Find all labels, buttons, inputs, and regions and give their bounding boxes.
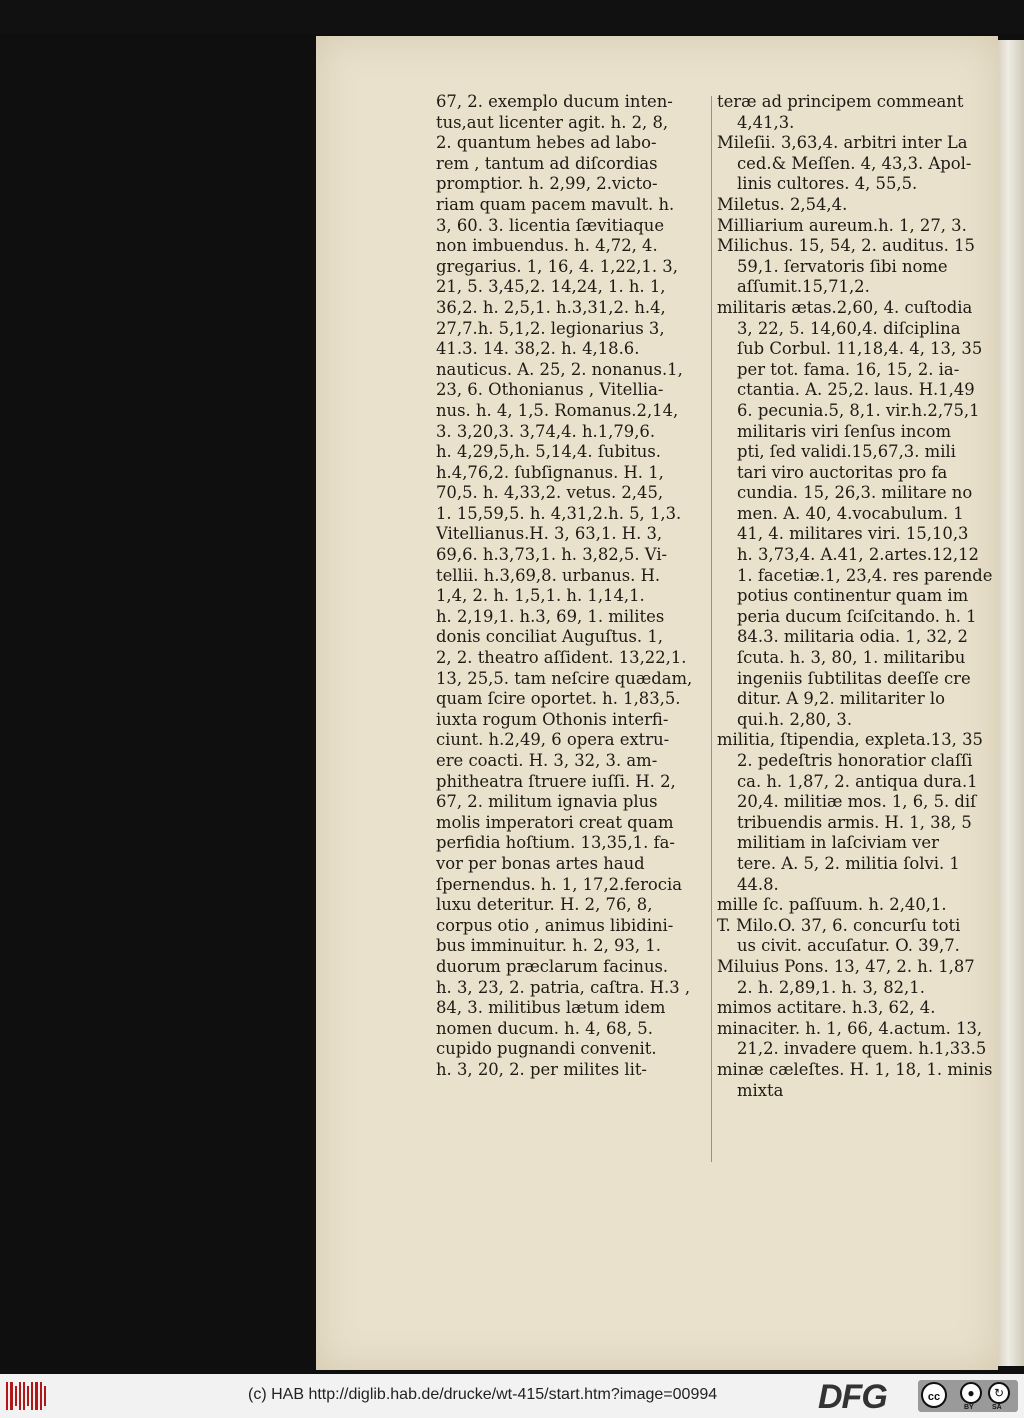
text-line: quam ſcire oportet. h. 1,83,5. — [436, 689, 681, 709]
text-line: Miluius Pons. 13, 47, 2. h. 1,87 — [717, 956, 975, 976]
text-line: militiam in laſciviam ver — [737, 833, 939, 853]
text-line: militaris ætas.2,60, 4. cuſtodia — [717, 297, 973, 317]
text-line: ſpernendus. h. 1, 17,2.ferocia — [436, 874, 682, 894]
text-line: 4,41,3. — [737, 112, 795, 132]
hab-barcode-logo — [6, 1382, 46, 1410]
text-line: 1. facetiæ.1, 23,4. res parende — [737, 565, 993, 585]
text-line: ingeniis ſubtilitas deeſſe cre — [737, 668, 971, 688]
text-line: 36,2. h. 2,5,1. h.3,31,2. h.4, — [436, 297, 666, 317]
text-line: 23, 6. Othonianus , Vitellia- — [436, 380, 664, 400]
text-line: 6. pecunia.5, 8,1. vir.h.2,75,1 — [737, 400, 980, 420]
text-line: perfidia hoſtium. 13,35,1. fa- — [436, 833, 675, 853]
text-line: tere. A. 5, 2. militia ſolvi. 1 — [737, 853, 960, 873]
text-line: ditur. A 9,2. militariter lo — [737, 689, 946, 709]
text-line: h. 2,19,1. h.3, 69, 1. milites — [436, 606, 665, 626]
text-line: non imbuendus. h. 4,72, 4. — [436, 236, 658, 256]
text-line: 21, 5. 3,45,2. 14,24, 1. h. 1, — [436, 277, 666, 297]
text-line: nomen ducum. h. 4, 68, 5. — [436, 1018, 653, 1038]
text-line: teræ ad principem commeant — [717, 92, 964, 111]
text-line: qui.h. 2,80, 3. — [737, 709, 853, 729]
left-column — [436, 92, 706, 1081]
text-line: Miletus. 2,54,4. — [717, 194, 848, 214]
text-line: ca. h. 1,87, 2. antiqua dura.1 — [737, 771, 978, 791]
text-line: 84.3. militaria odia. 1, 32, 2 — [737, 627, 968, 647]
text-line: phitheatra ſtruere iuſſi. H. 2, — [436, 771, 676, 791]
cc-icon: cc — [921, 1382, 947, 1408]
text-line: ciunt. h.2,49, 6 opera extru- — [436, 730, 670, 750]
text-line: Mileſii. 3,63,4. arbitri inter La — [717, 133, 968, 153]
sa-label: SA — [992, 1404, 1002, 1411]
text-line: linis cultores. 4, 55,5. — [737, 174, 918, 194]
text-line: aſſumit.15,71,2. — [737, 277, 870, 297]
text-line: molis imperatori creat quam — [436, 812, 674, 832]
text-line: 3, 60. 3. licentia ſævitiaque — [436, 215, 665, 235]
text-line: tari viro auctoritas pro fa — [737, 462, 948, 482]
text-line: militaris viri ſenſus incom — [737, 421, 952, 441]
text-line: ctantia. A. 25,2. laus. H.1,49 — [737, 380, 975, 400]
right-column — [717, 92, 1005, 1101]
text-line: minaciter. h. 1, 66, 4.actum. 13, — [717, 1018, 983, 1038]
column-divider — [711, 96, 712, 1162]
text-line: h. 4,29,5,h. 5,14,4. ſubitus. — [436, 442, 661, 462]
text-line: rem , tantum ad diſcordias — [436, 153, 658, 173]
text-line: mimos actitare. h.3, 62, 4. — [717, 998, 936, 1018]
text-line: 67, 2. exemplo ducum inten- — [436, 92, 673, 111]
text-line: militia, ſtipendia, expleta.13, 35 — [717, 730, 983, 750]
text-line: 2. h. 2,89,1. h. 3, 82,1. — [737, 977, 925, 997]
text-line: 70,5. h. 4,33,2. vetus. 2,45, — [436, 483, 664, 503]
by-label: BY — [964, 1404, 974, 1411]
text-line: 59,1. ſervatoris ſibi nome — [737, 256, 948, 276]
text-line: cundia. 15, 26,3. militare no — [737, 483, 973, 503]
text-line: mixta — [737, 1080, 784, 1100]
share-alike-icon: ↻ — [988, 1382, 1010, 1404]
text-line: 67, 2. militum ignavia plus — [436, 792, 658, 812]
text-line: 3, 22, 5. 14,60,4. diſciplina — [737, 318, 961, 338]
text-line: riam quam pacem mavult. h. — [436, 194, 675, 214]
copyright-link[interactable]: (c) HAB http://diglib.hab.de/drucke/wt-415/start.htm?image=00994 — [248, 1386, 718, 1403]
text-line: T. Milo.O. 37, 6. concurſu toti — [717, 915, 961, 935]
text-line: 41, 4. militares viri. 15,10,3 — [737, 524, 969, 544]
text-line: nauticus. A. 25, 2. nonanus.1, — [436, 359, 683, 379]
text-line: Milichus. 15, 54, 2. auditus. 15 — [717, 236, 975, 256]
text-line: 27,7.h. 5,1,2. legionarius 3, — [436, 318, 665, 338]
text-line: tribuendis armis. H. 1, 38, 5 — [737, 812, 972, 832]
text-line: h. 3, 20, 2. per milites lit- — [436, 1059, 647, 1079]
text-line: vor per bonas artes haud — [436, 853, 645, 873]
attribution-icon: ● — [960, 1382, 982, 1404]
text-line: 1. 15,59,5. h. 4,31,2.h. 5, 1,3. — [436, 503, 682, 523]
text-line: 3. 3,20,3. 3,74,4. h.1,79,6. — [436, 421, 656, 441]
text-line: bus imminuitur. h. 2, 93, 1. — [436, 936, 661, 956]
text-line: 21,2. invadere quem. h.1,33.5 — [737, 1039, 987, 1059]
text-line: duorum præclarum facinus. — [436, 956, 669, 976]
text-line: 69,6. h.3,73,1. h. 3,82,5. Vi- — [436, 545, 668, 565]
text-line: Milliarium aureum.h. 1, 27, 3. — [717, 215, 967, 235]
cc-license-badge[interactable] — [918, 1380, 1018, 1412]
text-line: ere coacti. H. 3, 32, 3. am- — [436, 751, 658, 770]
text-line: nus. h. 4, 1,5. Romanus.2,14, — [436, 400, 679, 420]
text-line: 13, 25,5. tam neſcire quædam, — [436, 668, 693, 688]
text-line: pti, ſed validi.15,67,3. mili — [737, 442, 956, 462]
text-line: h.4,76,2. ſubſignanus. H. 1, — [436, 462, 664, 482]
scan-background — [0, 0, 1024, 34]
text-line: ced.& Meſſen. 4, 43,3. Apol- — [737, 153, 972, 173]
text-line: luxu deteritur. H. 2, 76, 8, — [436, 895, 653, 915]
text-line: potius continentur quam im — [737, 586, 969, 606]
text-line: promptior. h. 2,99, 2.victo- — [436, 174, 658, 194]
text-line: h. 3,73,4. A.41, 2.artes.12,12 — [737, 545, 979, 565]
text-line: corpus otio , animus libidini- — [436, 915, 674, 935]
text-line: 1,4, 2. h. 1,5,1. h. 1,14,1. — [436, 586, 645, 606]
text-line: minæ cæleſtes. H. 1, 18, 1. minis — [717, 1059, 993, 1079]
dfg-logo: DFG — [818, 1378, 887, 1416]
text-line: tus,aut licenter agit. h. 2, 8, — [436, 112, 669, 132]
text-line: ſcuta. h. 3, 80, 1. militaribu — [737, 648, 966, 668]
text-line: donis conciliat Auguſtus. 1, — [436, 627, 663, 647]
text-line: gregarius. 1, 16, 4. 1,22,1. 3, — [436, 256, 678, 276]
text-line: 44.8. — [737, 874, 779, 894]
text-line: ſub Corbul. 11,18,4. 4, 13, 35 — [737, 339, 983, 359]
text-line: per tot. fama. 16, 15, 2. ia- — [737, 359, 960, 379]
text-line: mille ſc. paſſuum. h. 2,40,1. — [717, 895, 947, 915]
text-line: men. A. 40, 4.vocabulum. 1 — [737, 503, 964, 523]
text-line: 84, 3. militibus lætum idem — [436, 998, 666, 1018]
text-line: tellii. h.3,69,8. urbanus. H. — [436, 565, 661, 585]
text-line: 2, 2. theatro aſſident. 13,22,1. — [436, 648, 687, 668]
text-line: iuxta rogum Othonis interfi- — [436, 709, 669, 729]
footer-bar — [0, 1374, 1024, 1418]
text-line: 2. pedeſtris honoratior claſſi — [737, 751, 973, 770]
text-line: Vitellianus.H. 3, 63,1. H. 3, — [436, 524, 663, 544]
text-line: 20,4. militiæ mos. 1, 6, 5. diſ — [737, 792, 977, 812]
text-line: us civit. accuſatur. O. 39,7. — [737, 936, 960, 956]
text-line: 2. quantum hebes ad labo- — [436, 133, 657, 153]
text-line: h. 3, 23, 2. patria, caſtra. H.3 , — [436, 977, 691, 997]
text-line: cupido pugnandi convenit. — [436, 1039, 657, 1059]
text-line: peria ducum ſciſcitando. h. 1 — [737, 606, 977, 626]
text-line: 41.3. 14. 38,2. h. 4,18.6. — [436, 339, 640, 359]
